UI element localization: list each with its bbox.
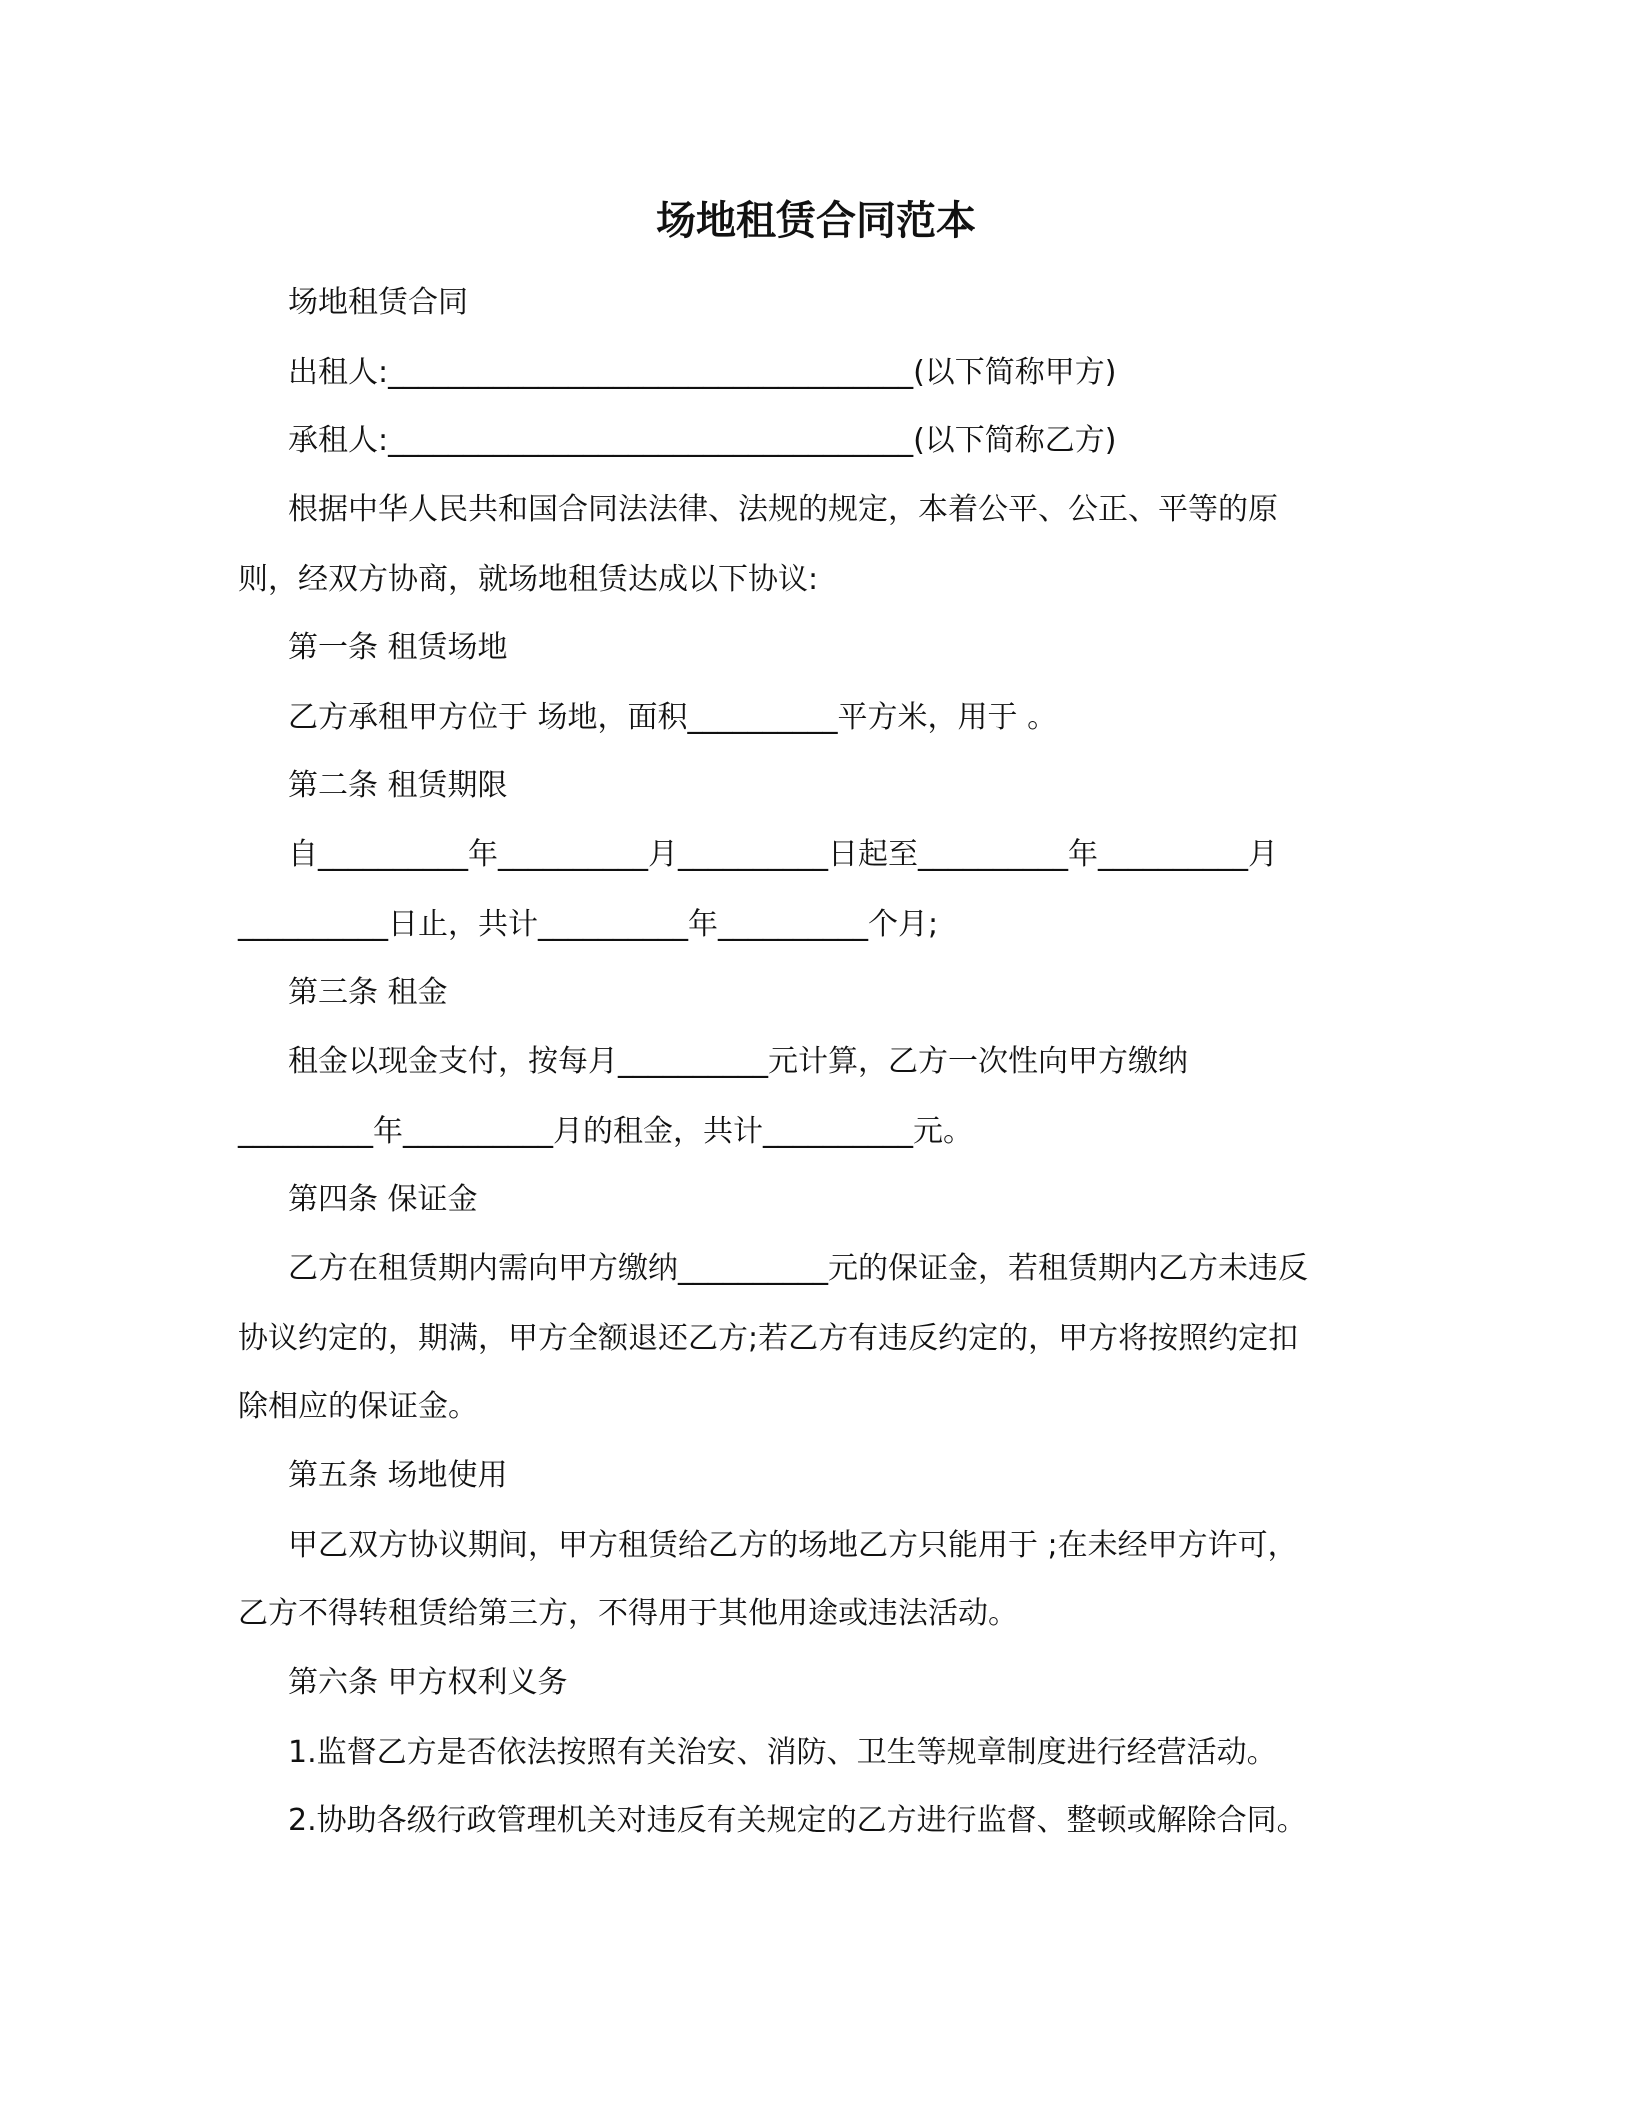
article-3-heading: 第三条 租金 — [288, 975, 448, 1010]
article-4-text-line-1: 乙方在租赁期内需向甲方缴纳__________元的保证金，若租赁期内乙方未违反 — [288, 1251, 1308, 1286]
article-5-text-line-2: 乙方不得转租赁给第三方，不得用于其他用途或违法活动。 — [238, 1596, 1018, 1631]
article-3-text-line-2: _________年__________月的租金，共计__________元。 — [238, 1114, 973, 1149]
article-4-text-line-2: 协议约定的，期满，甲方全额退还乙方;若乙方有违反约定的，甲方将按照约定扣 — [238, 1321, 1299, 1356]
article-3-text-line-1: 租金以现金支付，按每月__________元计算，乙方一次性向甲方缴纳 — [288, 1044, 1188, 1079]
article-1-heading: 第一条 租赁场地 — [288, 630, 508, 665]
article-4-text-line-3: 除相应的保证金。 — [238, 1389, 478, 1424]
contract-heading: 场地租赁合同 — [288, 285, 468, 320]
lessor-line: 出租人:___________________________________(以下简称甲方) — [288, 355, 1117, 390]
lessee-line: 承租人:___________________________________(以下简称乙方) — [288, 423, 1117, 458]
article-2-text-line-2: __________日止，共计__________年__________个月; — [238, 907, 939, 942]
article-6-item-2: 2.协助各级行政管理机关对违反有关规定的乙方进行监督、整顿或解除合同。 — [288, 1803, 1307, 1838]
article-1-text: 乙方承租甲方位于 场地，面积__________平方米，用于 。 — [288, 700, 1058, 735]
preamble-line-2: 则，经双方协商，就场地租赁达成以下协议: — [238, 562, 819, 597]
article-6-heading: 第六条 甲方权利义务 — [288, 1665, 568, 1700]
article-6-item-1: 1.监督乙方是否依法按照有关治安、消防、卫生等规章制度进行经营活动。 — [288, 1735, 1277, 1770]
article-4-heading: 第四条 保证金 — [288, 1182, 478, 1217]
preamble-line-1: 根据中华人民共和国合同法法律、法规的规定，本着公平、公正、平等的原 — [288, 492, 1278, 527]
article-2-heading: 第二条 租赁期限 — [288, 768, 508, 803]
document-title: 场地租赁合同范本 — [656, 198, 976, 244]
article-5-heading: 第五条 场地使用 — [288, 1458, 508, 1493]
article-5-text-line-1: 甲乙双方协议期间，甲方租赁给乙方的场地乙方只能用于 ;在未经甲方许可， — [288, 1528, 1298, 1563]
article-2-text-line-1: 自__________年__________月__________日起至__________年__________月 — [288, 837, 1278, 872]
